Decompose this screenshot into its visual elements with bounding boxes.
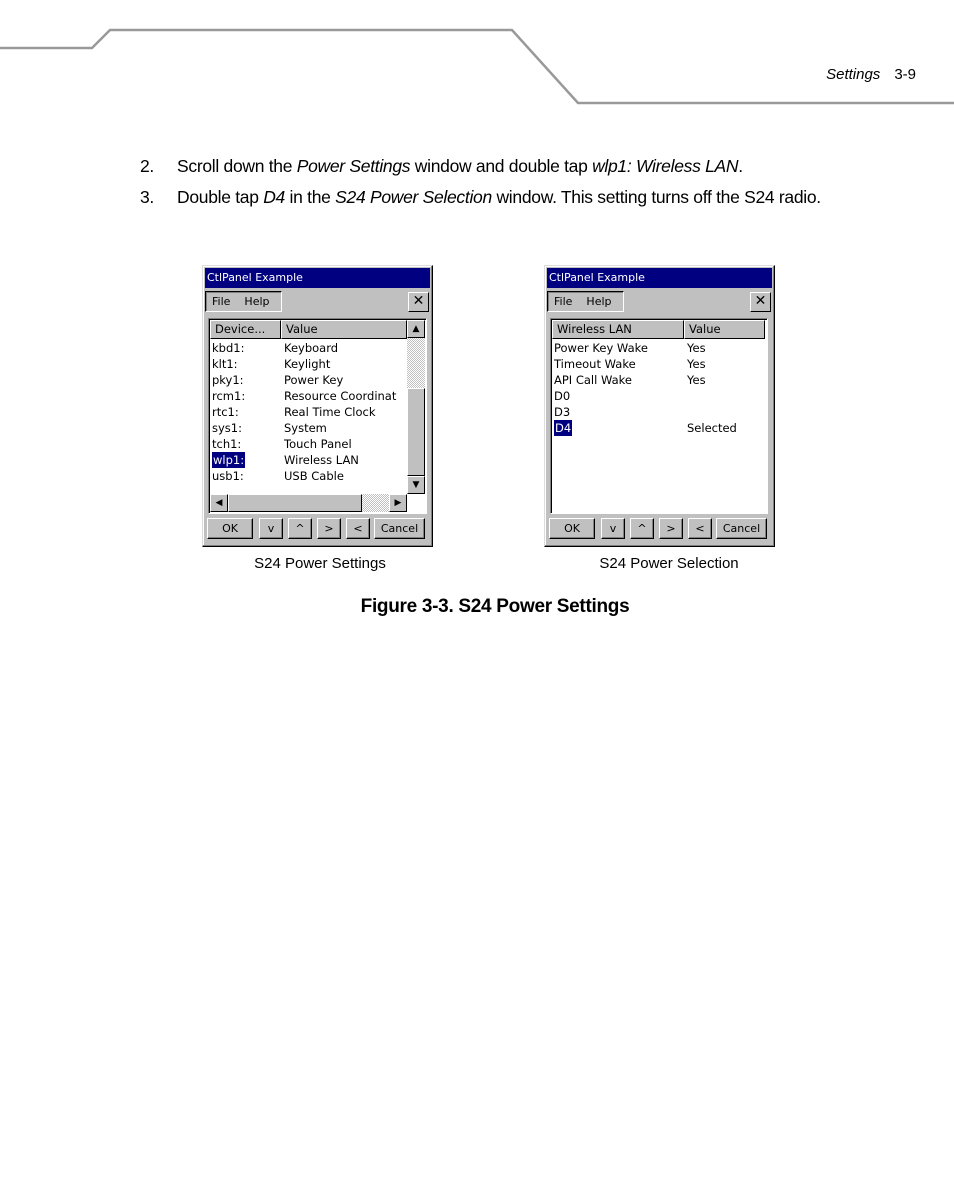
left-button[interactable]: < (688, 518, 712, 539)
running-head (826, 66, 916, 83)
header-rule (0, 0, 954, 110)
list-item-value: Selected (687, 421, 737, 435)
section-name: Settings (826, 66, 881, 83)
list-item-name: usb1: (212, 469, 244, 483)
vertical-scrollbar[interactable] (407, 320, 425, 494)
list-item-name: API Call Wake (554, 373, 632, 387)
right-button[interactable]: > (317, 518, 341, 539)
column-header-value[interactable]: Value (684, 320, 765, 339)
button-bar (207, 518, 429, 540)
up-button[interactable]: ^ (288, 518, 312, 539)
hscroll-thumb[interactable] (228, 494, 362, 512)
list-item-value: Keyboard (284, 341, 339, 355)
menu-help[interactable]: Help (244, 295, 270, 308)
device-list[interactable] (208, 318, 427, 514)
menu-bar (547, 291, 624, 312)
power-settings-window (202, 265, 433, 547)
list-item-value: System (284, 421, 327, 435)
page-number: 3-9 (894, 66, 916, 83)
menu-help[interactable]: Help (586, 295, 612, 308)
list-item-value: Real Time Clock (284, 405, 376, 419)
list-item-name: Timeout Wake (554, 357, 636, 371)
list-item-name: D4 (555, 421, 572, 435)
cancel-button[interactable]: Cancel (716, 518, 767, 539)
button-bar (549, 518, 771, 540)
list-item-value: Yes (687, 373, 706, 387)
list-item-name: D3 (554, 405, 571, 419)
step-3: 3. Double tap D4 in the S24 Power Selection window. This setting turns off the S24 radio. (140, 187, 821, 207)
left-caption: S24 Power Settings (254, 555, 386, 572)
ok-button[interactable]: OK (549, 518, 595, 539)
list-item-name: klt1: (212, 357, 238, 371)
close-icon[interactable]: ✕ (750, 292, 771, 312)
step-2: 2. Scroll down the Power Settings window and double tap wlp1: Wireless LAN. (140, 156, 743, 176)
list-item-value: USB Cable (284, 469, 344, 483)
list-item-name: D0 (554, 389, 571, 403)
menu-file[interactable]: File (212, 295, 231, 308)
window-title: CtlPanel Example (547, 268, 772, 288)
column-header-device[interactable]: Device... (210, 320, 281, 339)
right-button[interactable]: > (659, 518, 683, 539)
up-button[interactable]: ^ (630, 518, 654, 539)
window-title: CtlPanel Example (205, 268, 430, 288)
ok-button[interactable]: OK (207, 518, 253, 539)
right-caption: S24 Power Selection (599, 555, 739, 572)
scroll-down-icon[interactable]: ▼ (407, 476, 425, 494)
list-item-name: kbd1: (212, 341, 245, 355)
wireless-lan-list[interactable] (550, 318, 768, 514)
menu-bar (205, 291, 282, 312)
list-item-name: tch1: (212, 437, 242, 451)
instruction-steps (140, 154, 920, 216)
list-item-name: rcm1: (212, 389, 246, 403)
list-item-name: Power Key Wake (554, 341, 648, 355)
scroll-right-icon[interactable]: ▶ (389, 494, 407, 512)
scroll-left-icon[interactable]: ◀ (210, 494, 228, 512)
list-item-value: Power Key (284, 373, 344, 387)
list-item-value: Wireless LAN (284, 453, 359, 467)
list-item-name: sys1: (212, 421, 242, 435)
down-button[interactable]: v (601, 518, 625, 539)
list-item-value: Keylight (284, 357, 331, 371)
list-item-name: wlp1: (213, 453, 245, 467)
list-item-name: rtc1: (212, 405, 239, 419)
figure-title: Figure 3-3. S24 Power Settings (360, 596, 630, 617)
power-selection-window (544, 265, 775, 547)
down-button[interactable]: v (259, 518, 283, 539)
list-item-value: Yes (687, 357, 706, 371)
column-header-wireless-lan[interactable]: Wireless LAN (552, 320, 684, 339)
cancel-button[interactable]: Cancel (374, 518, 425, 539)
list-item-value: Touch Panel (284, 437, 352, 451)
list-item-value: Yes (687, 341, 706, 355)
scroll-up-icon[interactable]: ▲ (407, 320, 425, 338)
list-item-name: pky1: (212, 373, 244, 387)
menu-file[interactable]: File (554, 295, 573, 308)
left-button[interactable]: < (346, 518, 370, 539)
horizontal-scrollbar[interactable] (210, 494, 407, 512)
column-header-value[interactable]: Value (281, 320, 407, 339)
scroll-thumb[interactable] (407, 388, 425, 476)
close-icon[interactable]: ✕ (408, 292, 429, 312)
list-item-value: Resource Coordinat (284, 389, 397, 403)
